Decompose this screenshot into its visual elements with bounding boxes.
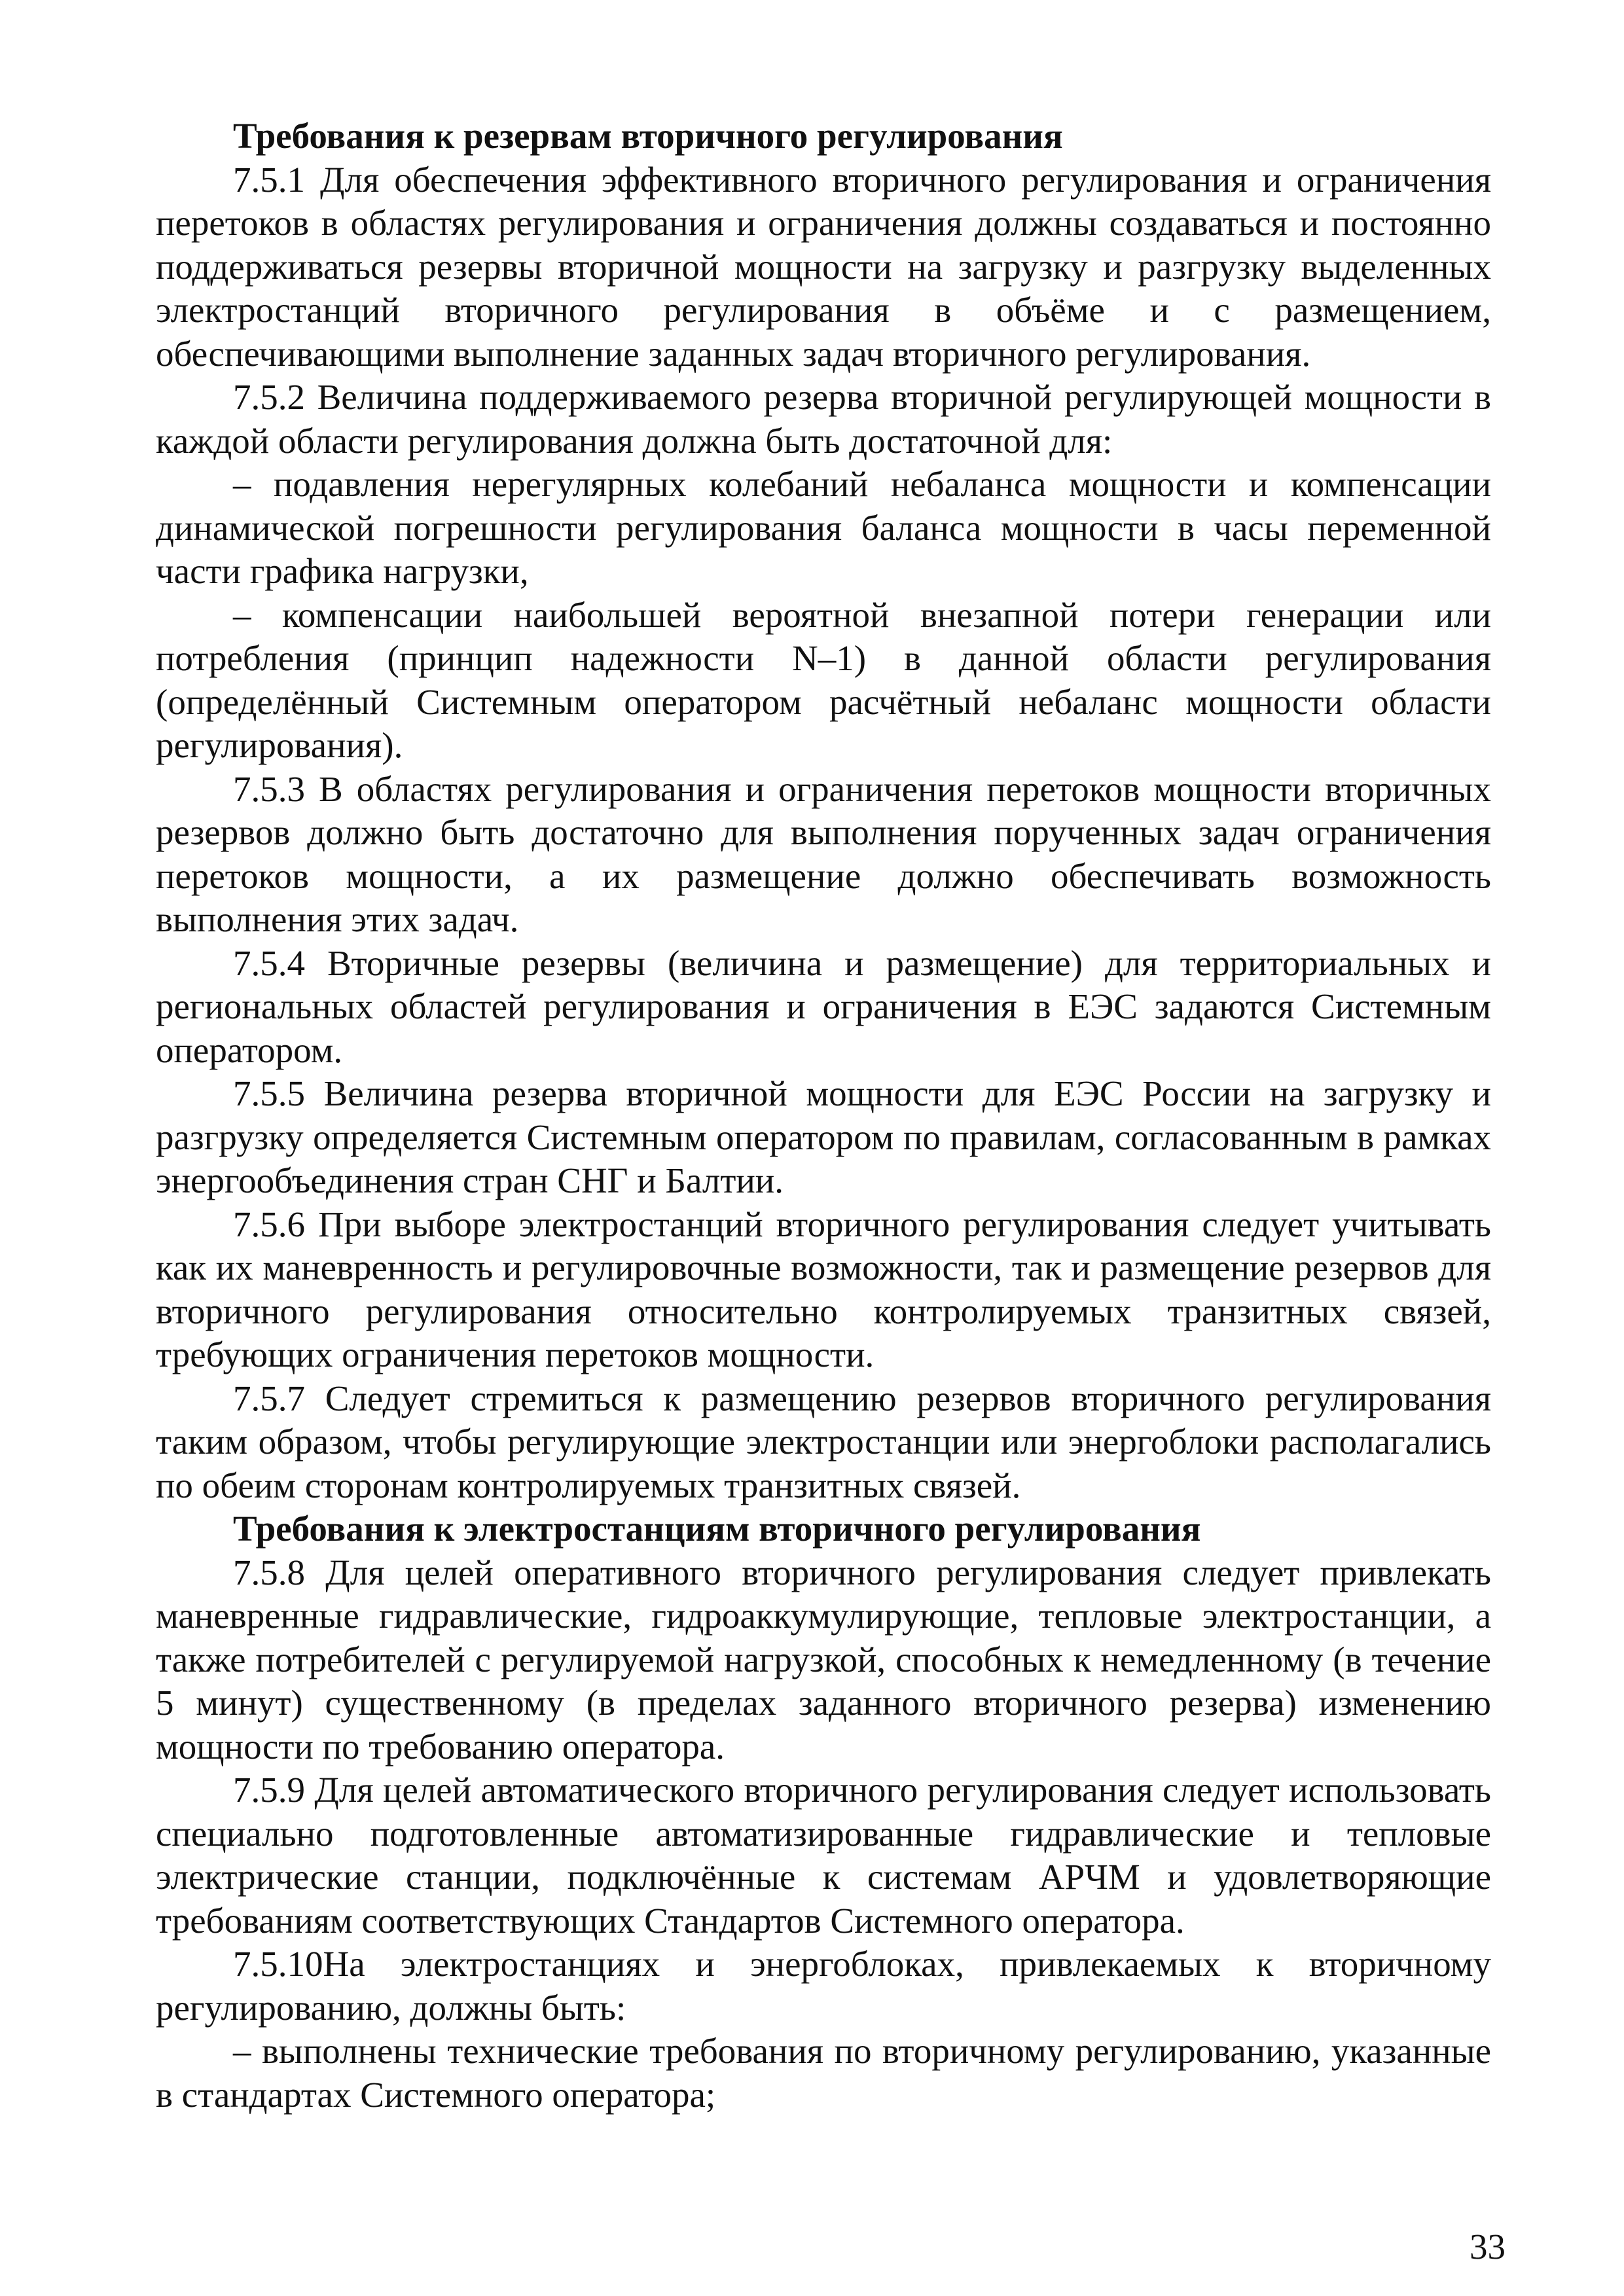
heading-secondary-reserves: Требования к резервам вторичного регулирования [233, 116, 1063, 156]
list-item-suppression: – подавления нерегулярных колебаний небаланса мощности и компенсации динамической погрешности регулирования баланса мощности в часы переменной части графика нагрузки, [156, 464, 1491, 591]
paragraph-7-5-2: 7.5.2 Величина поддерживаемого резерва вторичной регулирующей мощности в каждой области регулирования должна быть достаточной для: [156, 377, 1491, 461]
heading-regulation-plants: Требования к электростанциям вторичного регулирования [233, 1509, 1201, 1549]
paragraph-7-5-8: 7.5.8 Для целей оперативного вторичного регулирования следует привлекать маневренные гидравлические, гидроаккумулирующие, тепловые электростанции, а также потребителей с регулируемой нагрузкой, способных к немедленному (в течение 5 минут) существенному (в пределах заданного вторичного резерва) изменению мощности по требованию оператора. [156, 1552, 1491, 1767]
paragraph-7-5-9: 7.5.9 Для целей автоматического вторичного регулирования следует использовать специально подготовленные автоматизированные гидравлические и тепловые электрические станции, подключённые к системам АРЧМ и удовлетворяющие требованиям соответствующих Стандартов Системного оператора. [156, 1770, 1491, 1941]
paragraph-7-5-7: 7.5.7 Следует стремиться к размещению резервов вторичного регулирования таким образом, чтобы регулирующие электростанции или энергоблоки располагались по обеим сторонам контролируемых транзитных связей. [156, 1378, 1491, 1505]
list-item-compensation: – компенсации наибольшей вероятной внезапной потери генерации или потребления (принцип надежности N–1) в данной области регулирования (определённый Системным оператором расчётный небаланс мощности области регулирования). [156, 594, 1491, 765]
paragraph-7-5-4: 7.5.4 Вторичные резервы (величина и размещение) для территориальных и региональных областей регулирования и ограничения в ЕЭС задаются Системным оператором. [156, 942, 1491, 1070]
paragraph-7-5-1: 7.5.1 Для обеспечения эффективного вторичного регулирования и ограничения перетоков в областях регулирования и ограничения должны создаваться и постоянно поддерживаться резервы вторичной мощности на загрузку и разгрузку выделенных электростанций вторичного регулирования в объёме и с размещением, обеспечивающими выполнение заданных задач вторичного регулирования. [156, 159, 1491, 374]
page-number: 33 [1470, 2227, 1506, 2267]
paragraph-7-5-5: 7.5.5 Величина резерва вторичной мощности для ЕЭС России на загрузку и разгрузку определяется Системным оператором по правилам, согласованным в рамках энергообъединения стран СНГ и Балтии. [156, 1073, 1491, 1200]
paragraph-7-5-3: 7.5.3 В областях регулирования и ограничения перетоков мощности вторичных резервов должно быть достаточно для выполнения порученных задач ограничения перетоков мощности, а их размещение должно обеспечивать возможность выполнения этих задач. [156, 768, 1491, 939]
list-item-technical-requirements: – выполнены технические требования по вторичному регулированию, указанные в стандартах Системного оператора; [156, 2031, 1491, 2115]
page-body [156, 115, 1491, 2117]
paragraph-7-5-10: 7.5.10На электростанциях и энергоблоках, привлекаемых к вторичному регулированию, должны быть: [156, 1944, 1491, 2028]
paragraph-7-5-6: 7.5.6 При выборе электростанций вторичного регулирования следует учитывать как их маневренность и регулировочные возможности, так и размещение резервов для вторичного регулирования относительно контролируемых транзитных связей, требующих ограничения перетоков мощности. [156, 1204, 1491, 1374]
